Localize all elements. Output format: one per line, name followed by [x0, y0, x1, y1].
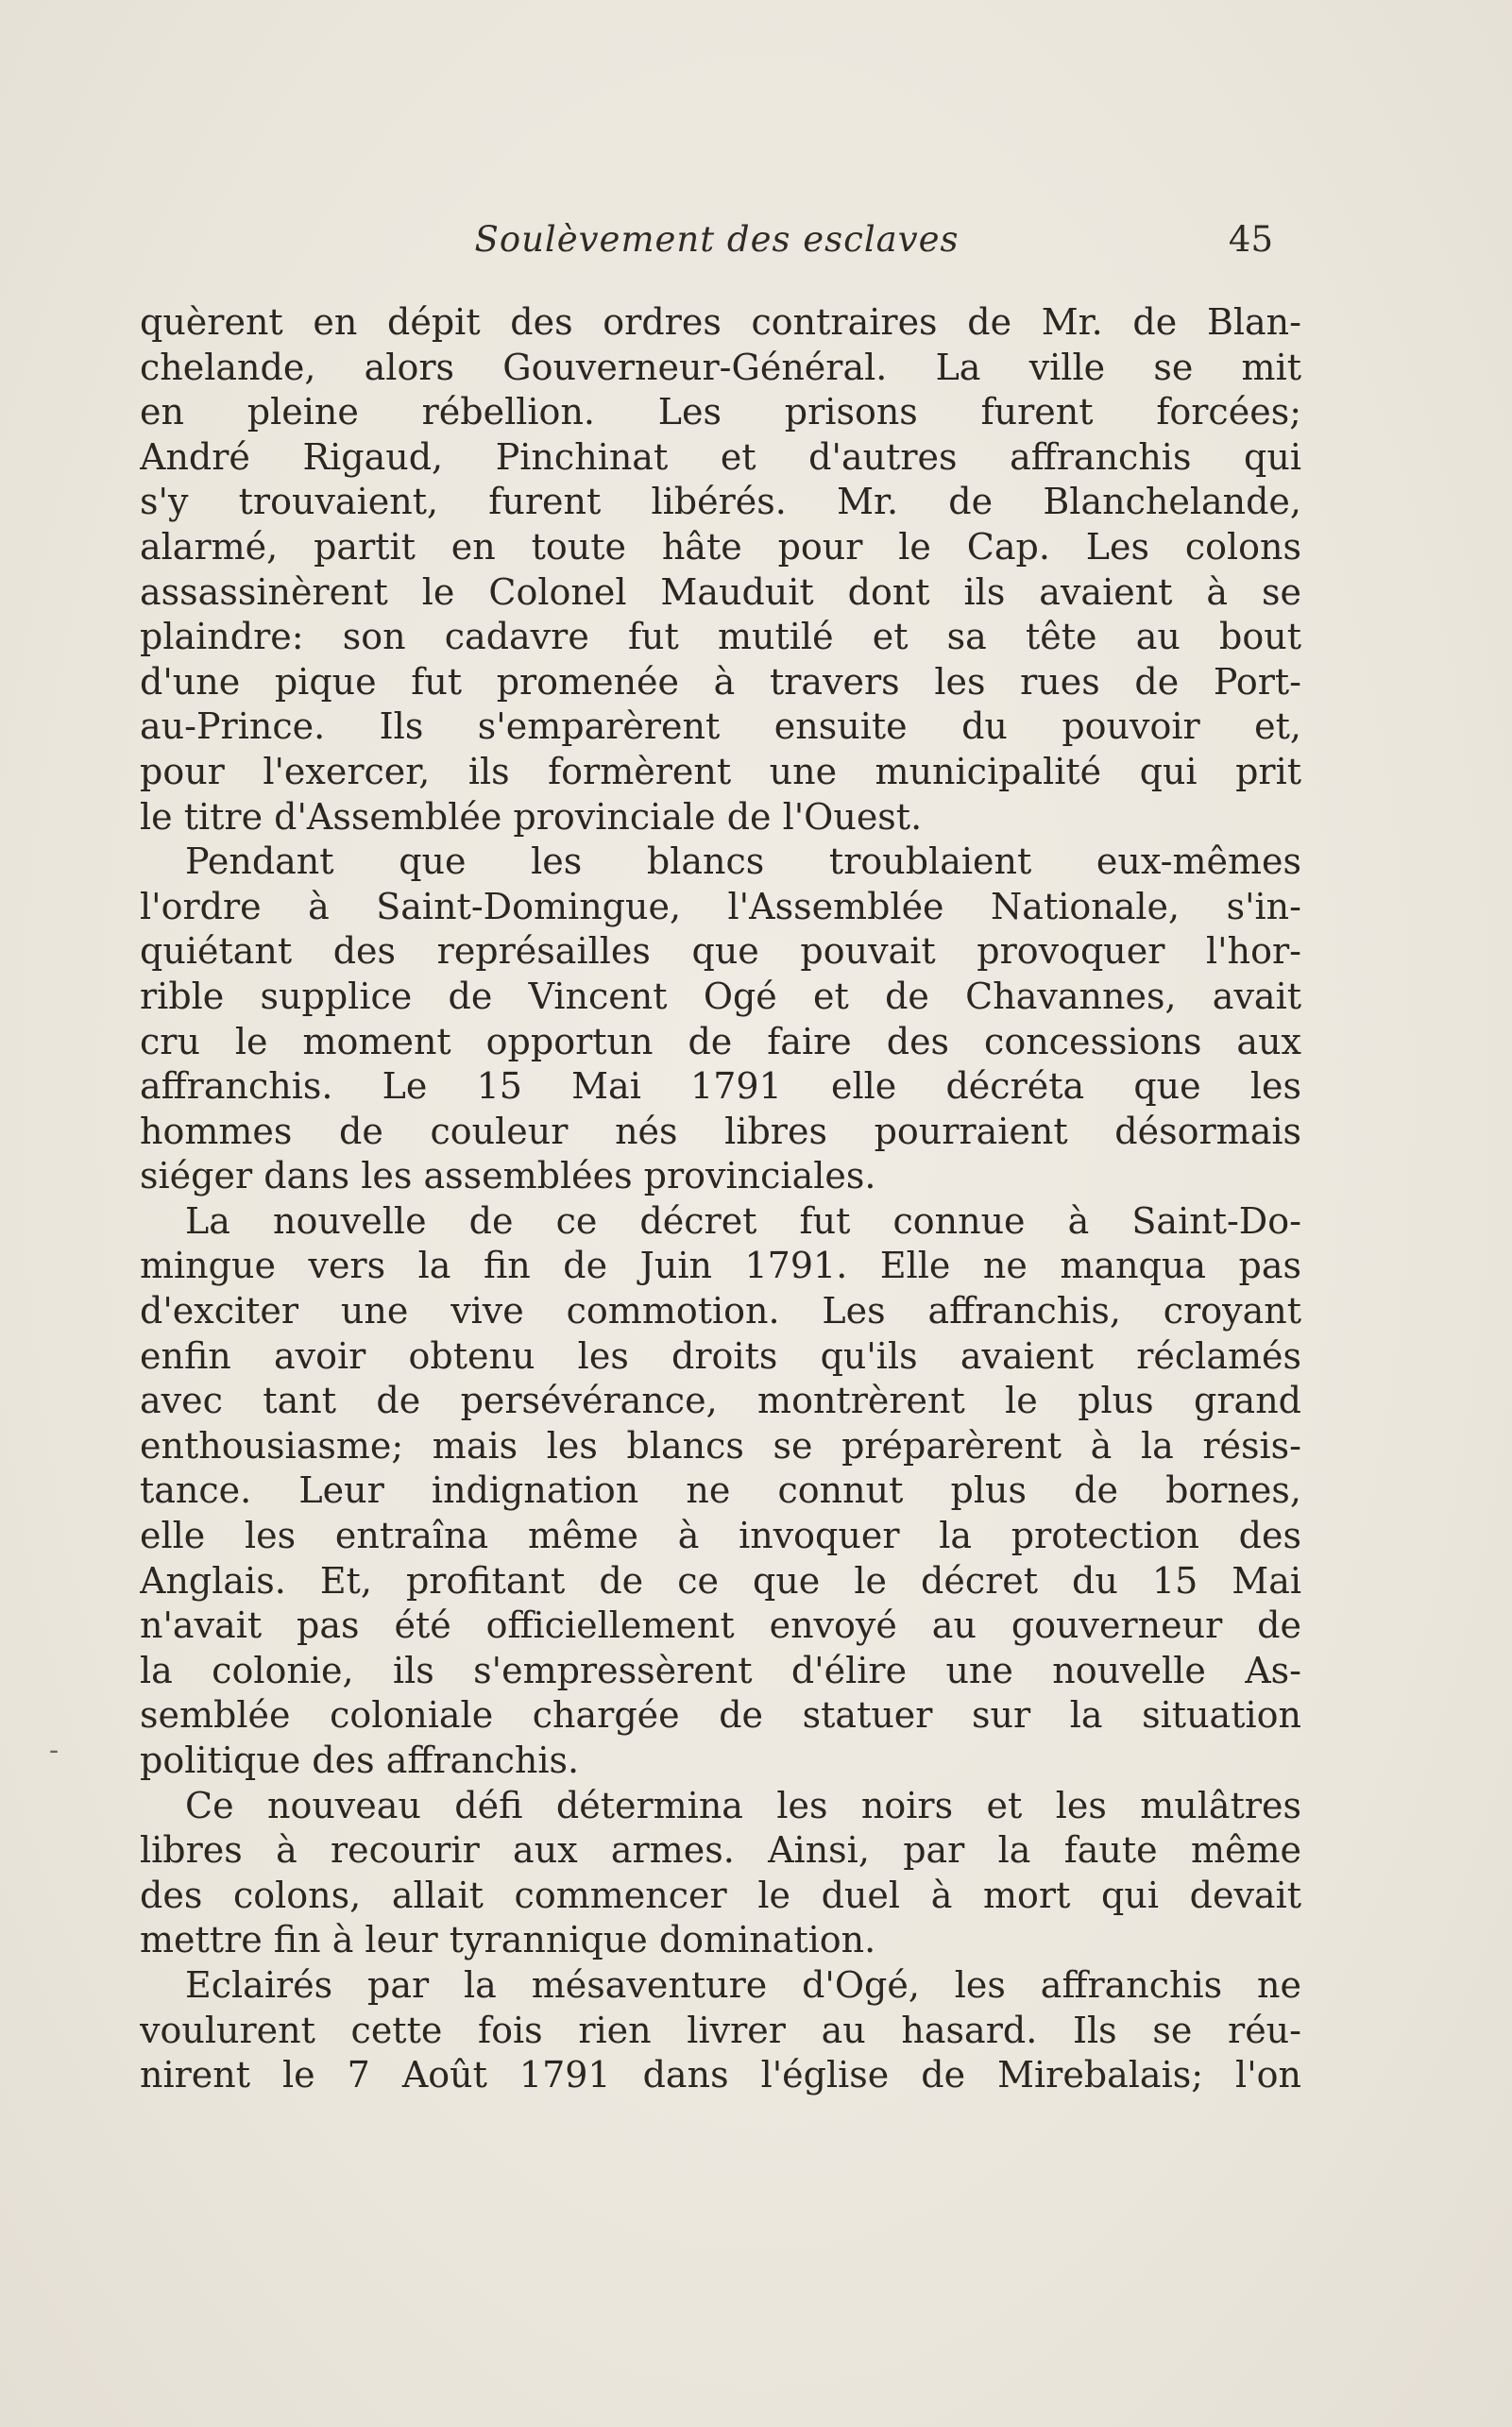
- page-number: 45: [1228, 219, 1273, 260]
- text-line: des colons, allait commencer le duel à mort qui devait: [140, 1874, 1301, 1916]
- paragraph-last-line: politique des affranchis.: [140, 1740, 580, 1781]
- text-line: pour l'exercer, ils formèrent une municipalité qui prit: [140, 750, 1301, 792]
- text-line: cru le moment opportun de faire des concessions aux: [140, 1020, 1301, 1062]
- margin-mark: -: [49, 1734, 59, 1767]
- text-line: quèrent en dépit des ordres contraires de Mr. de Blan-: [140, 301, 1301, 343]
- text-line: la colonie, ils s'empressèrent d'élire une nouvelle As-: [140, 1649, 1301, 1691]
- text-line: avec tant de persévérance, montrèrent le plus grand: [140, 1380, 1301, 1422]
- text-line: assassinèrent le Colonel Mauduit dont ils avaient à se: [140, 570, 1301, 613]
- text-line: nirent le 7 Août 1791 dans l'église de Mirebalais; l'on: [140, 2054, 1301, 2096]
- paragraph-first-line: La nouvelle de ce décret fut connue à Saint-Do-: [185, 1199, 1301, 1242]
- paragraph-last-line: mettre fin à leur tyrannique domination.: [140, 1919, 876, 1961]
- text-line: chelande, alors Gouverneur-Général. La ville se mit: [140, 346, 1301, 388]
- body-text: [140, 300, 1301, 2098]
- text-line: enfin avoir obtenu les droits qu'ils avaient réclamés: [140, 1334, 1301, 1377]
- text-line: d'exciter une vive commotion. Les affranchis, croyant: [140, 1290, 1301, 1332]
- text-line: semblée coloniale chargée de statuer sur la situation: [140, 1694, 1301, 1737]
- paragraph-first-line: Eclairés par la mésaventure d'Ogé, les affranchis ne: [185, 1963, 1301, 2006]
- text-line: au-Prince. Ils s'emparèrent ensuite du pouvoir et,: [140, 705, 1301, 748]
- text-line: alarmé, partit en toute hâte pour le Cap. Les colons: [140, 525, 1301, 568]
- text-line: libres à recourir aux armes. Ainsi, par la faute même: [140, 1829, 1301, 1872]
- running-title: Soulèvement des esclaves: [474, 219, 960, 260]
- text-line: elle les entraîna même à invoquer la protection des: [140, 1515, 1301, 1557]
- text-line: d'une pique fut promenée à travers les rues de Port-: [140, 660, 1301, 703]
- running-head: [140, 219, 1294, 276]
- text-line: n'avait pas été officiellement envoyé au gouverneur de: [140, 1604, 1301, 1647]
- text-line: plaindre: son cadavre fut mutilé et sa tête au bout: [140, 616, 1301, 658]
- text-line: mingue vers la fin de Juin 1791. Elle ne manqua pas: [140, 1245, 1301, 1287]
- paragraph-first-line: Pendant que les blancs troublaient eux-mêmes: [185, 840, 1301, 883]
- text-line: en pleine rébellion. Les prisons furent forcées;: [140, 391, 1301, 433]
- text-line: rible supplice de Vincent Ogé et de Chavannes, avait: [140, 975, 1301, 1017]
- text-line: tance. Leur indignation ne connut plus de bornes,: [140, 1469, 1301, 1512]
- text-line: hommes de couleur nés libres pourraient désormais: [140, 1110, 1301, 1152]
- paragraph-last-line: le titre d'Assemblée provinciale de l'Ouest.: [140, 795, 923, 838]
- text-line: l'ordre à Saint-Domingue, l'Assemblée Nationale, s'in-: [140, 885, 1301, 927]
- text-line: André Rigaud, Pinchinat et d'autres affranchis qui: [140, 435, 1301, 478]
- text-line: affranchis. Le 15 Mai 1791 elle décréta que les: [140, 1065, 1301, 1108]
- paragraph-last-line: siéger dans les assemblées provinciales.: [140, 1155, 876, 1197]
- paragraph-first-line: Ce nouveau défi détermina les noirs et les mulâtres: [185, 1784, 1301, 1826]
- text-line: s'y trouvaient, furent libérés. Mr. de Blanchelande,: [140, 481, 1301, 523]
- text-line: voulurent cette fois rien livrer au hasard. Ils se réu-: [140, 2009, 1301, 2051]
- text-line: enthousiasme; mais les blancs se préparèrent à la résis-: [140, 1424, 1301, 1467]
- text-line: quiétant des représailles que pouvait provoquer l'hor-: [140, 930, 1301, 973]
- text-line: Anglais. Et, profitant de ce que le décret du 15 Mai: [140, 1559, 1301, 1602]
